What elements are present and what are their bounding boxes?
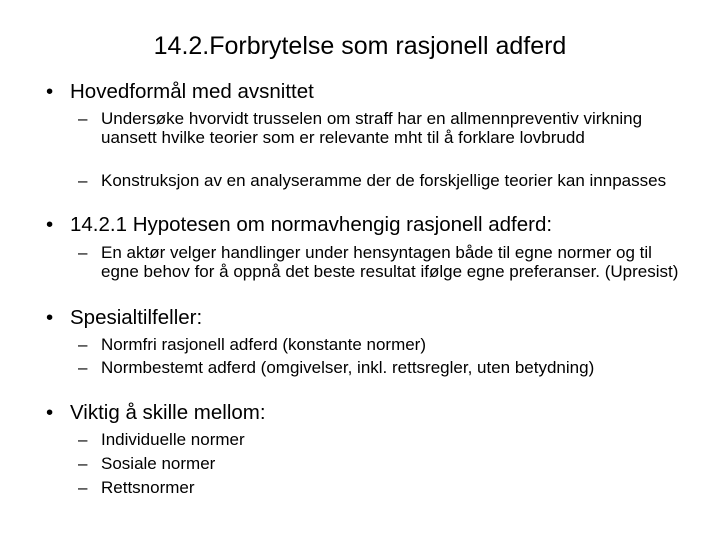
- bullet-icon: •: [46, 401, 54, 424]
- sub-item-text: Normfri rasjonell adferd (konstante normer): [101, 335, 427, 354]
- bullet-heading: Hovedformål med avsnittet: [70, 80, 314, 103]
- sub-item-text: En aktør velger handlinger under hensyntagen både til egne normer og til egne behov for å oppnå det beste resultat ifølge egne preferanser. (Upresist): [101, 243, 679, 281]
- dash-icon: –: [78, 478, 88, 497]
- bullet-icon: •: [46, 213, 54, 236]
- dash-icon: –: [78, 243, 88, 262]
- bullet-heading: Spesialtilfeller:: [70, 306, 203, 329]
- dash-icon: –: [78, 430, 88, 449]
- sub-item-text: Konstruksjon av en analyseramme der de forskjellige teorier kan innpasses: [101, 171, 667, 190]
- dash-icon: –: [78, 109, 88, 128]
- sub-item-text: Individuelle normer: [101, 430, 245, 449]
- slide-title: 14.2.Forbrytelse som rasjonell adferd: [153, 32, 567, 60]
- dash-icon: –: [78, 335, 88, 354]
- bullet-heading: 14.2.1 Hypotesen om normavhengig rasjonell adferd:: [70, 213, 553, 236]
- sub-item-text: Sosiale normer: [101, 454, 216, 473]
- bullet-icon: •: [46, 80, 54, 103]
- bullet-icon: •: [46, 306, 54, 329]
- sub-item-text: Normbestemt adferd (omgivelser, inkl. rettsregler, uten betydning): [101, 358, 595, 377]
- sub-item-text: Undersøke hvorvidt trusselen om straff har en allmennpreventiv virkning uansett hvilke teorier som er relevante mht til å forklare lovbrudd: [101, 109, 643, 147]
- bullet-heading: Viktig å skille mellom:: [70, 401, 266, 424]
- dash-icon: –: [78, 454, 88, 473]
- sub-item-text: Rettsnormer: [101, 478, 195, 497]
- dash-icon: –: [78, 358, 88, 377]
- dash-icon: –: [78, 171, 88, 190]
